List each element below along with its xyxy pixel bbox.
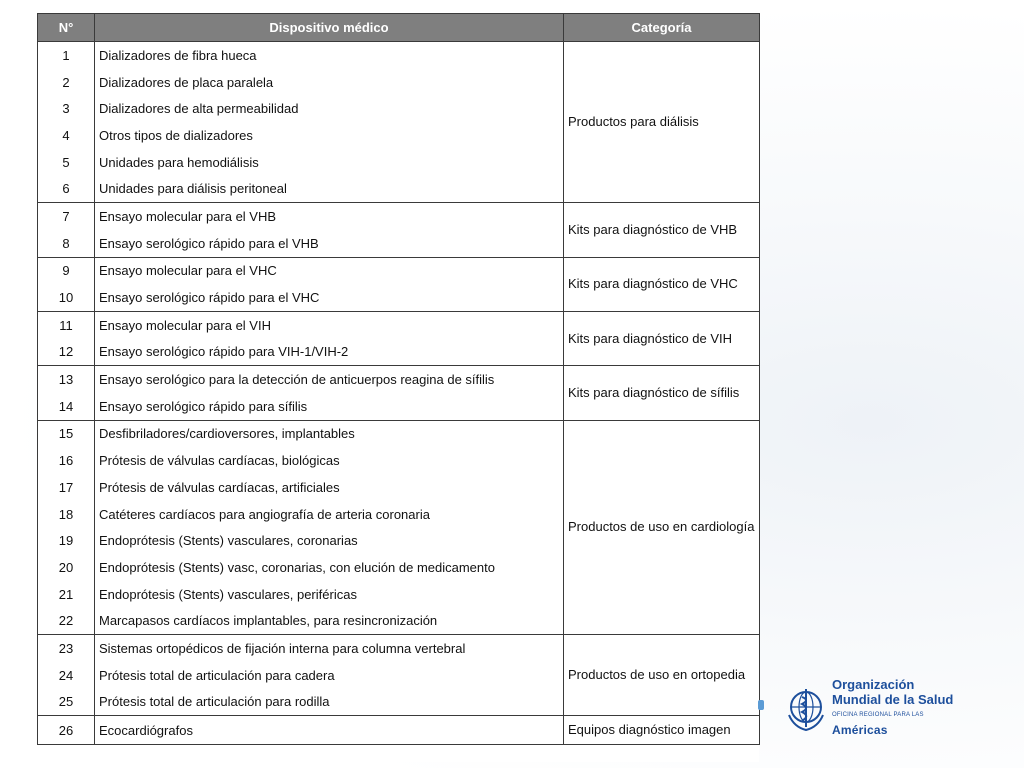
cell-number: 20 (38, 554, 95, 581)
logo-line3 (832, 708, 956, 741)
cell-device: Otros tipos de dializadores (95, 122, 564, 149)
cell-device: Ensayo serológico rápido para el VHC (95, 284, 564, 311)
header-category: Categoría (564, 14, 760, 42)
cell-number: 11 (38, 311, 95, 338)
cell-category: Productos de uso en ortopedia (564, 635, 760, 716)
cell-category: Productos para diálisis (564, 42, 760, 203)
table-row (38, 366, 760, 393)
table-row (38, 203, 760, 230)
cell-device: Endoprótesis (Stents) vasculares, periféricas (95, 581, 564, 608)
cell-device: Dializadores de alta permeabilidad (95, 95, 564, 122)
logo-line2: Mundial de la Salud (832, 692, 954, 707)
cell-number: 6 (38, 175, 95, 202)
header-number: N° (38, 14, 95, 42)
decorative-stub (758, 700, 764, 710)
cell-number: 25 (38, 689, 95, 716)
cell-number: 9 (38, 257, 95, 284)
cell-device: Sistemas ortopédicos de fijación interna para columna vertebral (95, 635, 564, 662)
cell-category: Kits para diagnóstico de VHC (564, 257, 760, 311)
cell-device: Ensayo serológico rápido para VIH-1/VIH-2 (95, 339, 564, 366)
logo-line1: Organización (832, 677, 915, 692)
cell-number: 4 (38, 122, 95, 149)
cell-device: Unidades para hemodiálisis (95, 149, 564, 176)
cell-device: Endoprótesis (Stents) vasc, coronarias, con elución de medicamento (95, 554, 564, 581)
cell-device: Ensayo serológico rápido para sífilis (95, 393, 564, 420)
header-device: Dispositivo médico (95, 14, 564, 42)
cell-number: 3 (38, 95, 95, 122)
cell-number: 2 (38, 69, 95, 96)
device-table (37, 13, 760, 745)
cell-number: 13 (38, 366, 95, 393)
cell-number: 12 (38, 339, 95, 366)
logo-line3-big: Américas (832, 723, 888, 737)
cell-device: Dializadores de fibra hueca (95, 42, 564, 69)
table-row (38, 42, 760, 69)
cell-number: 10 (38, 284, 95, 311)
cell-number: 14 (38, 393, 95, 420)
cell-category: Kits para diagnóstico de VIH (564, 311, 760, 365)
device-table-container (37, 13, 759, 762)
cell-number: 24 (38, 662, 95, 689)
table-row (38, 311, 760, 338)
cell-category: Kits para diagnóstico de VHB (564, 203, 760, 257)
cell-device: Prótesis total de articulación para rodilla (95, 689, 564, 716)
cell-number: 5 (38, 149, 95, 176)
cell-device: Prótesis total de articulación para cadera (95, 662, 564, 689)
cell-number: 16 (38, 447, 95, 474)
cell-number: 1 (38, 42, 95, 69)
who-emblem-icon (786, 685, 826, 733)
cell-number: 26 (38, 716, 95, 745)
cell-number: 8 (38, 230, 95, 257)
cell-device: Endoprótesis (Stents) vasculares, coronarias (95, 527, 564, 554)
cell-number: 17 (38, 474, 95, 501)
table-header-row (38, 14, 760, 42)
cell-category: Productos de uso en cardiología (564, 420, 760, 635)
paho-logo-text (832, 677, 956, 741)
table-row (38, 716, 760, 745)
cell-number: 18 (38, 501, 95, 528)
cell-device: Ensayo molecular para el VIH (95, 311, 564, 338)
cell-number: 23 (38, 635, 95, 662)
cell-device: Ensayo molecular para el VHB (95, 203, 564, 230)
logo-line3-small: OFICINA REGIONAL PARA LAS (832, 712, 924, 718)
table-row (38, 420, 760, 447)
table-row (38, 635, 760, 662)
cell-number: 22 (38, 607, 95, 634)
cell-number: 15 (38, 420, 95, 447)
cell-device: Desfibriladores/cardioversores, implantables (95, 420, 564, 447)
cell-device: Catéteres cardíacos para angiografía de arteria coronaria (95, 501, 564, 528)
cell-device: Dializadores de placa paralela (95, 69, 564, 96)
paho-logo (786, 678, 956, 740)
cell-number: 7 (38, 203, 95, 230)
table-row (38, 257, 760, 284)
cell-device: Prótesis de válvulas cardíacas, artificiales (95, 474, 564, 501)
table-body (38, 42, 760, 745)
cell-number: 21 (38, 581, 95, 608)
cell-device: Unidades para diálisis peritoneal (95, 175, 564, 202)
cell-device: Marcapasos cardíacos implantables, para resincronización (95, 607, 564, 634)
cell-device: Ecocardiógrafos (95, 716, 564, 745)
cell-device: Ensayo serológico rápido para el VHB (95, 230, 564, 257)
cell-device: Prótesis de válvulas cardíacas, biológicas (95, 447, 564, 474)
cell-category: Equipos diagnóstico imagen (564, 716, 760, 745)
cell-category: Kits para diagnóstico de sífilis (564, 366, 760, 420)
cell-device: Ensayo serológico para la detección de anticuerpos reagina de sífilis (95, 366, 564, 393)
cell-device: Ensayo molecular para el VHC (95, 257, 564, 284)
cell-number: 19 (38, 527, 95, 554)
